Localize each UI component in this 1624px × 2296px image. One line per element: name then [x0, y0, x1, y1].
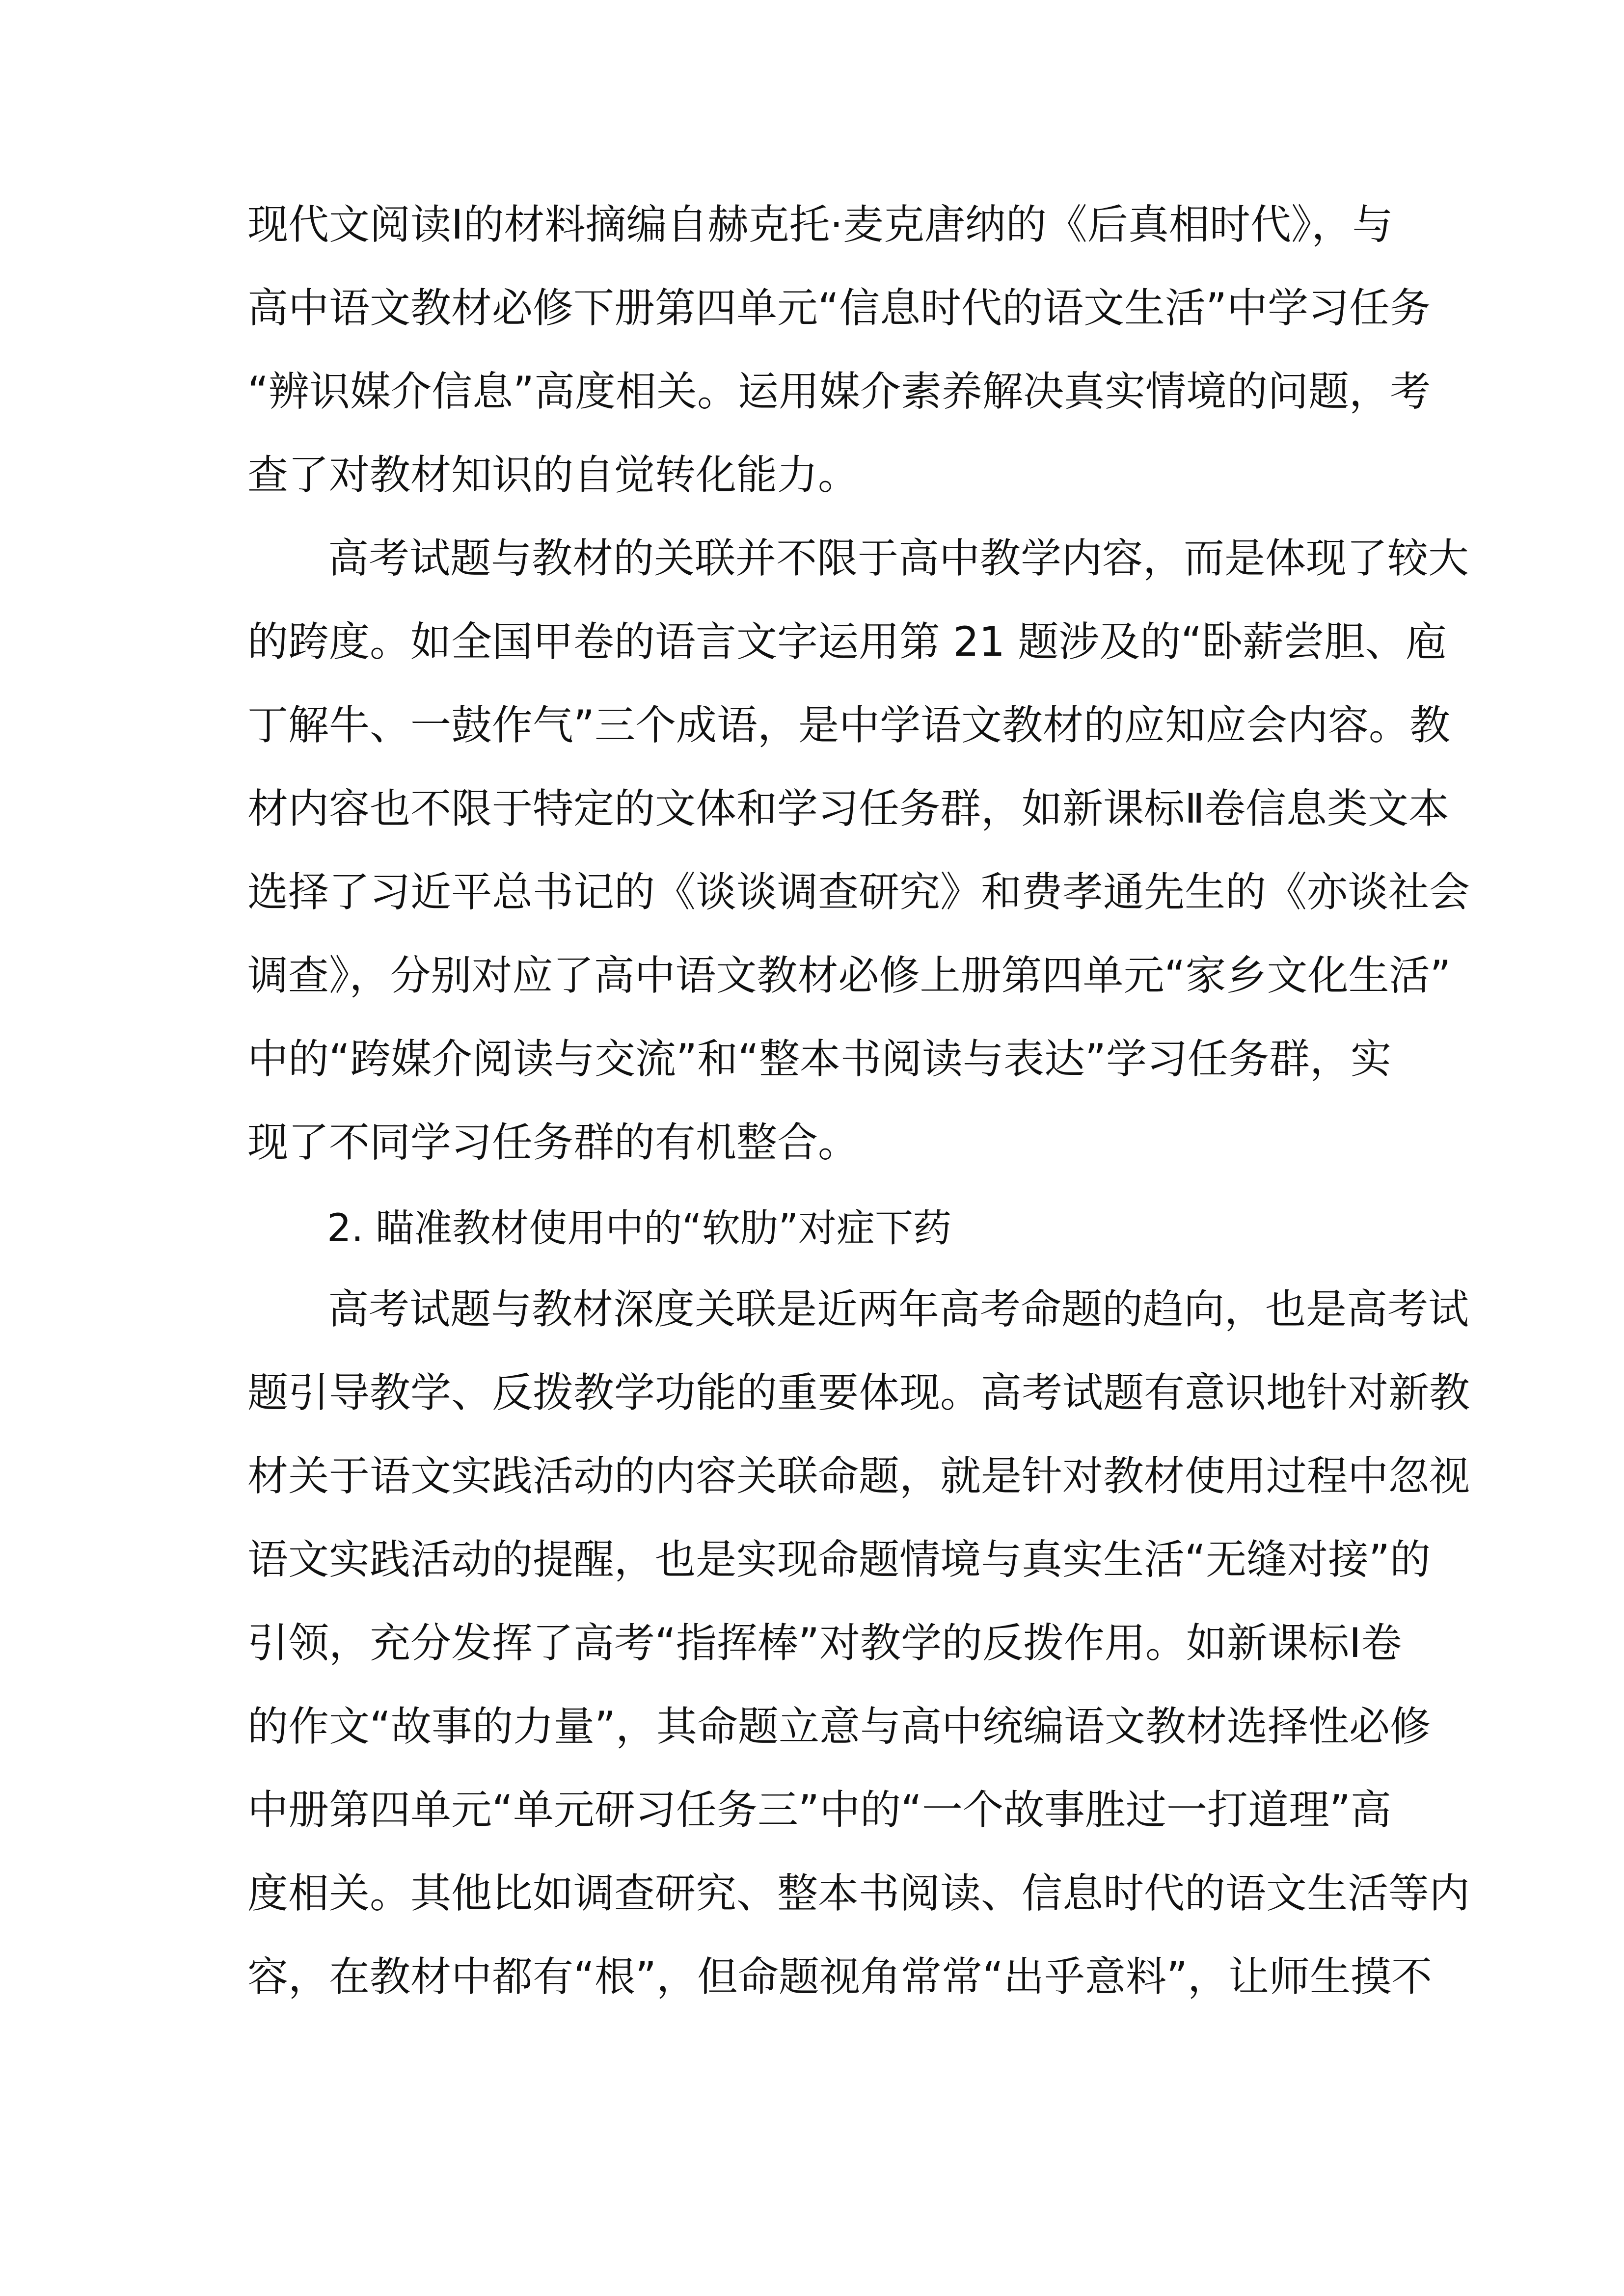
text-line: 材关于语文实践活动的内容关联命题，就是针对教材使用过程中忽视 [247, 1452, 1470, 1500]
section-heading: 2. 瞄准教材使用中的“软肋”对症下药 [327, 1206, 952, 1251]
text-line: “辨识媒介信息”高度相关。运用媒介素养解决真实情境的问题，考 [247, 368, 1431, 415]
text-line: 的跨度。如全国甲卷的语言文字运用第 21 题涉及的“卧薪尝胆、庖 [247, 618, 1447, 666]
text-line: 高考试题与教材的关联并不限于高中教学内容，而是体现了较大 [328, 534, 1469, 582]
text-line: 现了不同学习任务群的有机整合。 [247, 1119, 859, 1166]
text-line: 高考试题与教材深度关联是近两年高考命题的趋向，也是高考试 [328, 1285, 1469, 1333]
text-line: 度相关。其他比如调查研究、整本书阅读、信息时代的语文生活等内 [247, 1869, 1470, 1917]
text-line: 现代文阅读Ⅰ的材料摘编自赫克托·麦克唐纳的《后真相时代》，与 [247, 201, 1393, 248]
text-line: 中册第四单元“单元研习任务三”中的“一个故事胜过一打道理”高 [247, 1786, 1391, 1834]
text-line: 容，在教材中都有“根”，但命题视角常常“出乎意料”，让师生摸不 [247, 1953, 1432, 2001]
text-line: 语文实践活动的提醒，也是实现命题情境与真实生活“无缝对接”的 [247, 1536, 1431, 1583]
text-line: 题引导教学、反拨教学功能的重要体现。高考试题有意识地针对新教 [247, 1369, 1470, 1416]
text-line: 调查》，分别对应了高中语文教材必修上册第四单元“家乡文化生活” [247, 952, 1451, 999]
text-line: 材内容也不限于特定的文体和学习任务群，如新课标Ⅱ卷信息类文本 [247, 785, 1449, 832]
text-line: 查了对教材知识的自觉转化能力。 [247, 451, 859, 499]
text-line: 高中语文教材必修下册第四单元“信息时代的语文生活”中学习任务 [247, 284, 1431, 332]
text-line: 选择了习近平总书记的《谈谈调查研究》和费孝通先生的《亦谈社会 [247, 868, 1470, 916]
text-line: 中的“跨媒介阅读与交流”和“整本书阅读与表达”学习任务群，实 [247, 1035, 1391, 1083]
text-line: 的作文“故事的力量”，其命题立意与高中统编语文教材选择性必修 [247, 1703, 1431, 1750]
text-line: 丁解牛、一鼓作气”三个成语，是中学语文教材的应知应会内容。教 [247, 701, 1450, 749]
text-line: 引领，充分发挥了高考“指挥棒”对教学的反拨作用。如新课标Ⅰ卷 [247, 1619, 1402, 1667]
